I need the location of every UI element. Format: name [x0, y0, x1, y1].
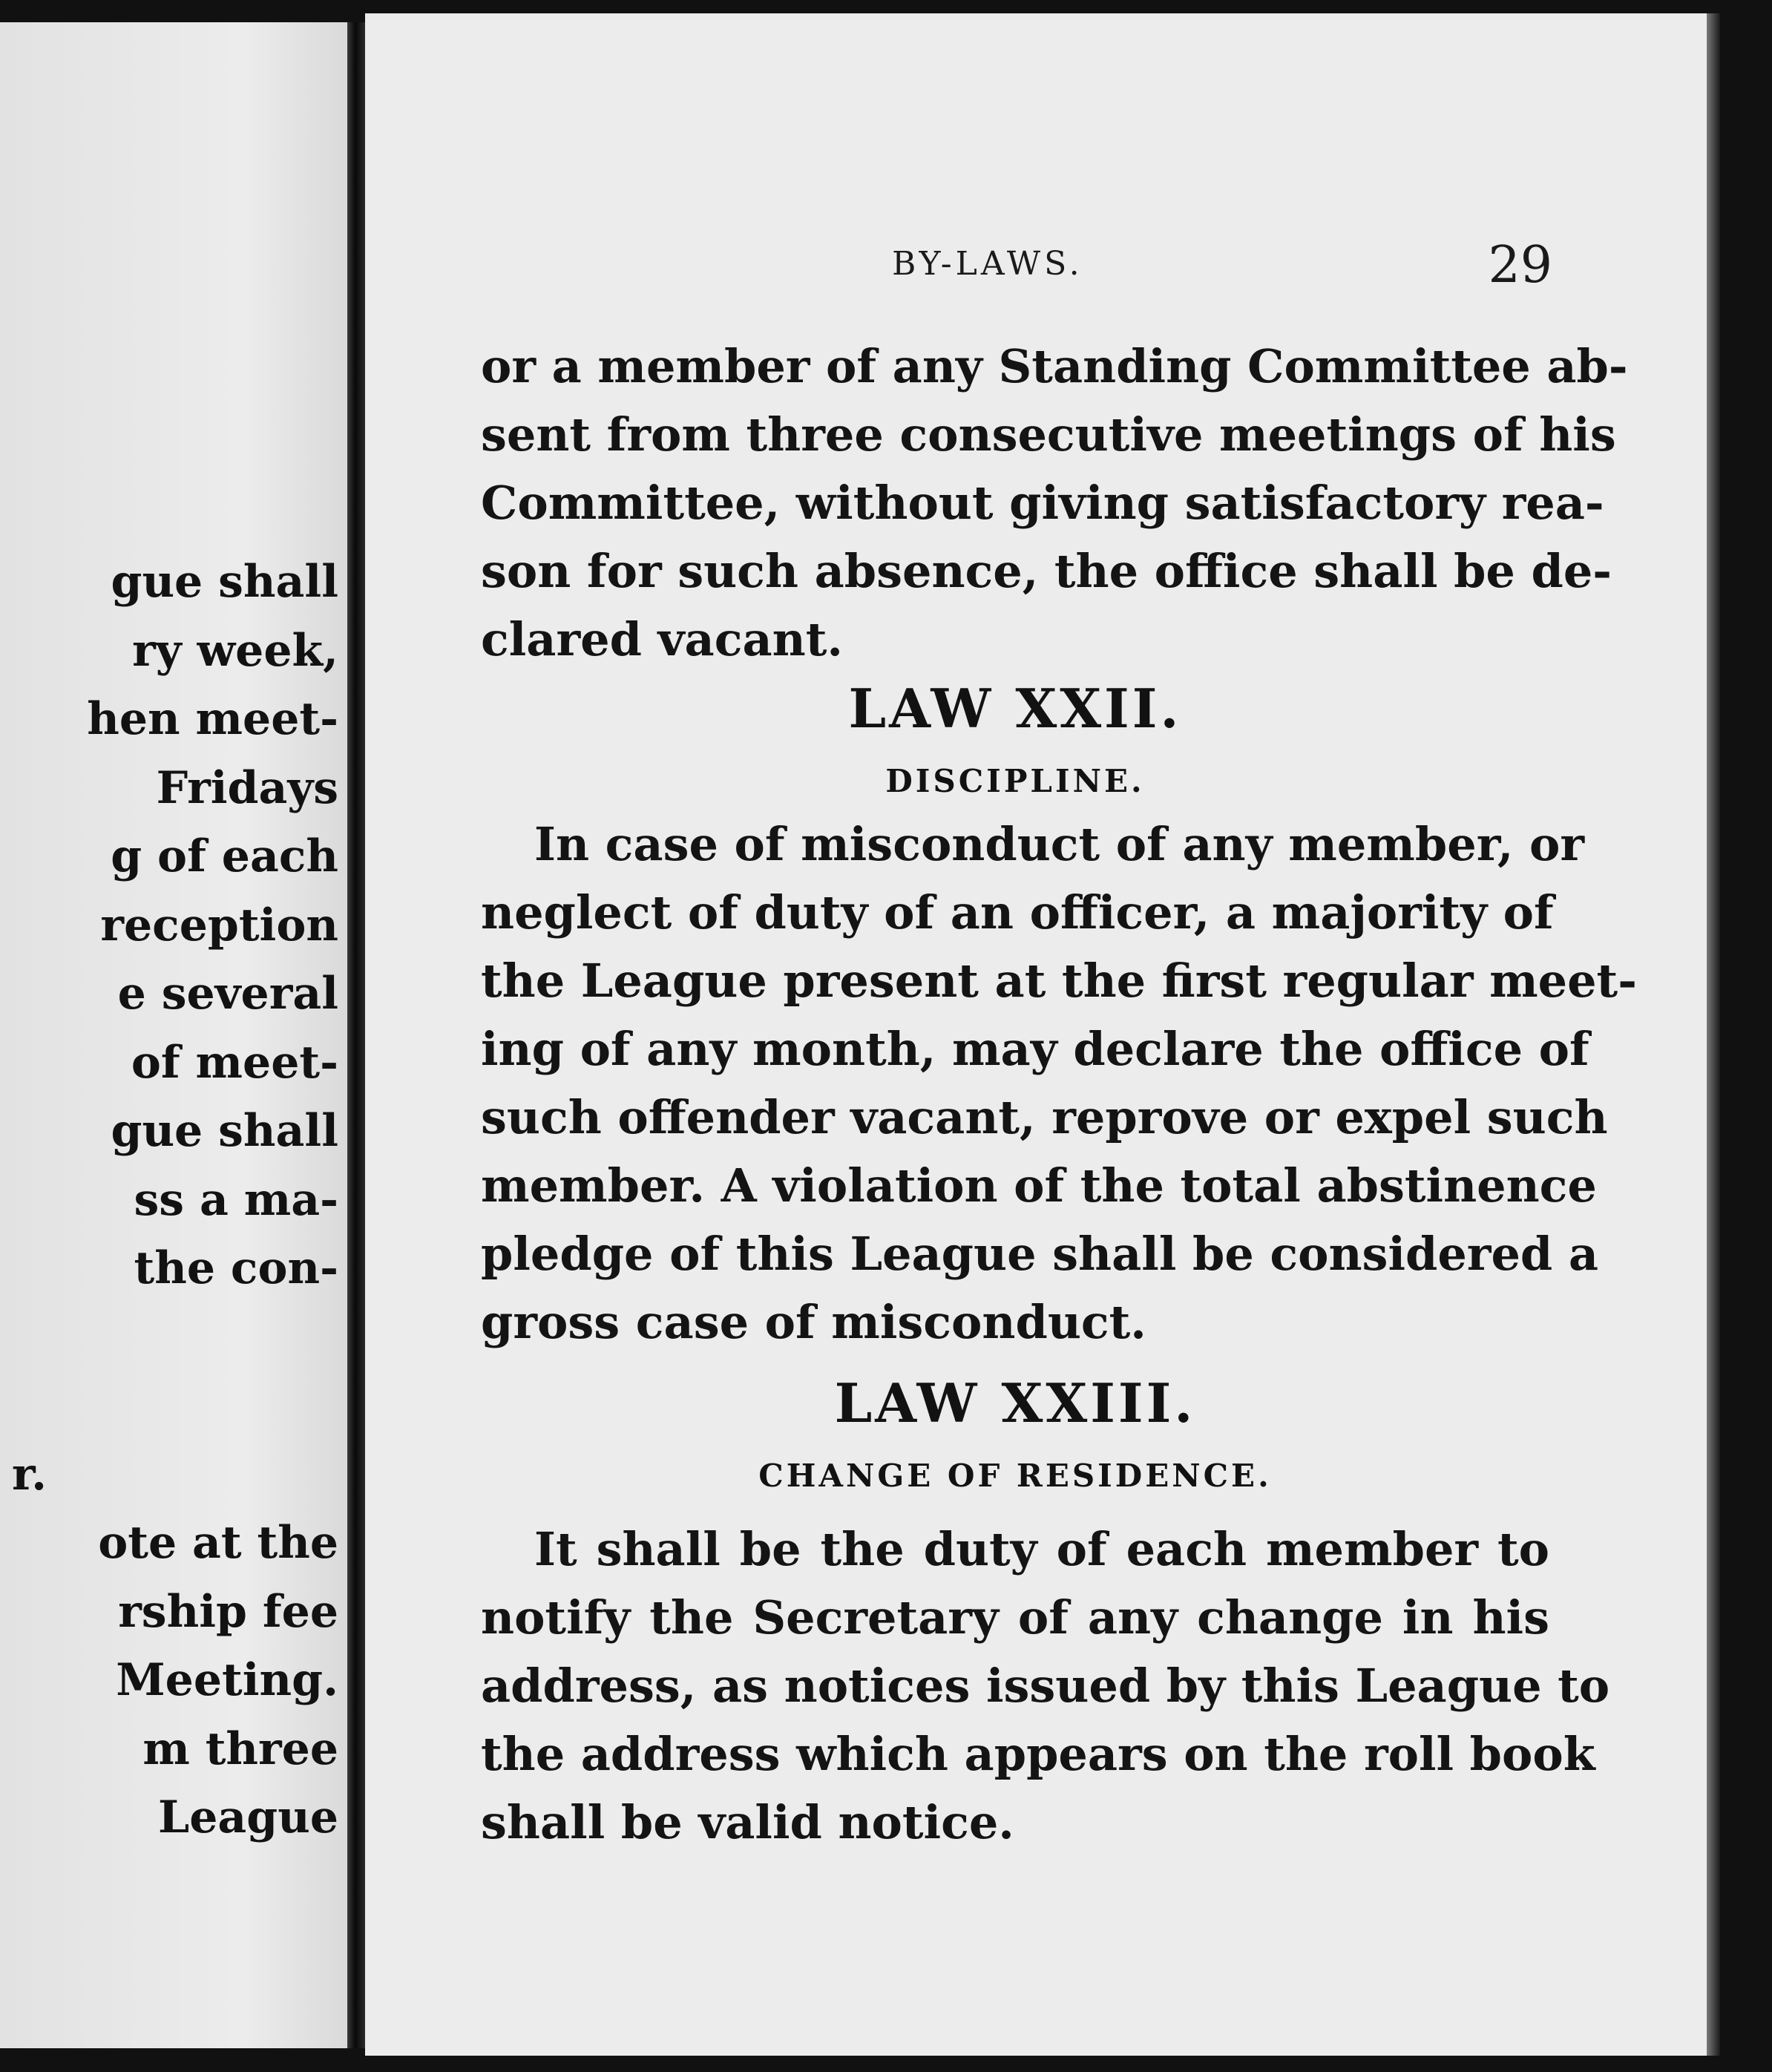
- text-line: the League present at the first regular meet-: [481, 954, 1637, 1008]
- text-line: or a member of any Standing Committee ab-: [481, 339, 1628, 393]
- left-line: ry week,: [132, 624, 338, 677]
- text-line: shall be valid notice.: [481, 1795, 1014, 1849]
- text-line: gross case of misconduct.: [481, 1295, 1146, 1349]
- text-line: It shall be the duty of each member to: [534, 1522, 1549, 1576]
- text-line: the address which appears on the roll book: [481, 1727, 1595, 1781]
- left-page-text: [12, 548, 338, 1852]
- law-xxii-heading: LAW XXII.: [848, 677, 1182, 740]
- left-line: ote at the: [98, 1517, 338, 1569]
- text-line: sent from three consecutive meetings of his: [481, 407, 1616, 462]
- law-xxiii-heading: LAW XXIII.: [834, 1371, 1196, 1435]
- text-line: son for such absence, the office shall be de-: [481, 544, 1612, 598]
- text-line: member. A violation of the total abstinence: [481, 1158, 1597, 1213]
- left-line: r.: [12, 1448, 47, 1501]
- left-line: Meeting.: [116, 1654, 338, 1706]
- left-line: League: [158, 1791, 338, 1843]
- left-line: ss a ma-: [134, 1173, 338, 1226]
- law-xxii-subheading: DISCIPLINE.: [885, 763, 1145, 799]
- left-line: hen meet-: [87, 693, 338, 745]
- left-page: [0, 22, 347, 2048]
- text-line: address, as notices issued by this League to: [481, 1659, 1610, 1713]
- left-line: the con-: [134, 1242, 338, 1294]
- left-line: g of each: [111, 830, 338, 882]
- left-line: rship fee: [118, 1585, 338, 1638]
- page-edge: [1707, 13, 1720, 2056]
- text-line: such offender vacant, reprove or expel such: [481, 1090, 1608, 1144]
- law-xxii-body: [481, 810, 1637, 1357]
- book-gutter: [347, 22, 365, 2048]
- section-continuation: [481, 332, 1628, 674]
- text-line: Committee, without giving satisfactory rea-: [481, 476, 1604, 530]
- left-line: Fridays: [156, 761, 338, 814]
- running-title: BY-LAWS.: [892, 245, 1083, 283]
- left-line: m three: [142, 1722, 338, 1775]
- text-line: ing of any month, may declare the office of: [481, 1022, 1589, 1076]
- left-line: [12, 1371, 338, 1440]
- page-number: 29: [1488, 236, 1552, 295]
- left-line: of meet-: [131, 1036, 338, 1089]
- left-line: e several: [117, 968, 338, 1020]
- left-line: [12, 1303, 338, 1372]
- left-line: gue shall: [111, 1105, 338, 1157]
- law-xxiii-subheading: CHANGE OF RESIDENCE.: [758, 1458, 1272, 1494]
- text-line: clared vacant.: [481, 612, 843, 666]
- text-line: neglect of duty of an officer, a majority of: [481, 885, 1554, 940]
- left-line: gue shall: [111, 556, 338, 608]
- text-line: pledge of this League shall be considered a: [481, 1227, 1599, 1281]
- text-line: notify the Secretary of any change in his: [481, 1590, 1549, 1645]
- left-line: reception: [100, 899, 338, 951]
- text-line: In case of misconduct of any member, or: [534, 817, 1585, 871]
- law-xxiii-body: [481, 1515, 1610, 1857]
